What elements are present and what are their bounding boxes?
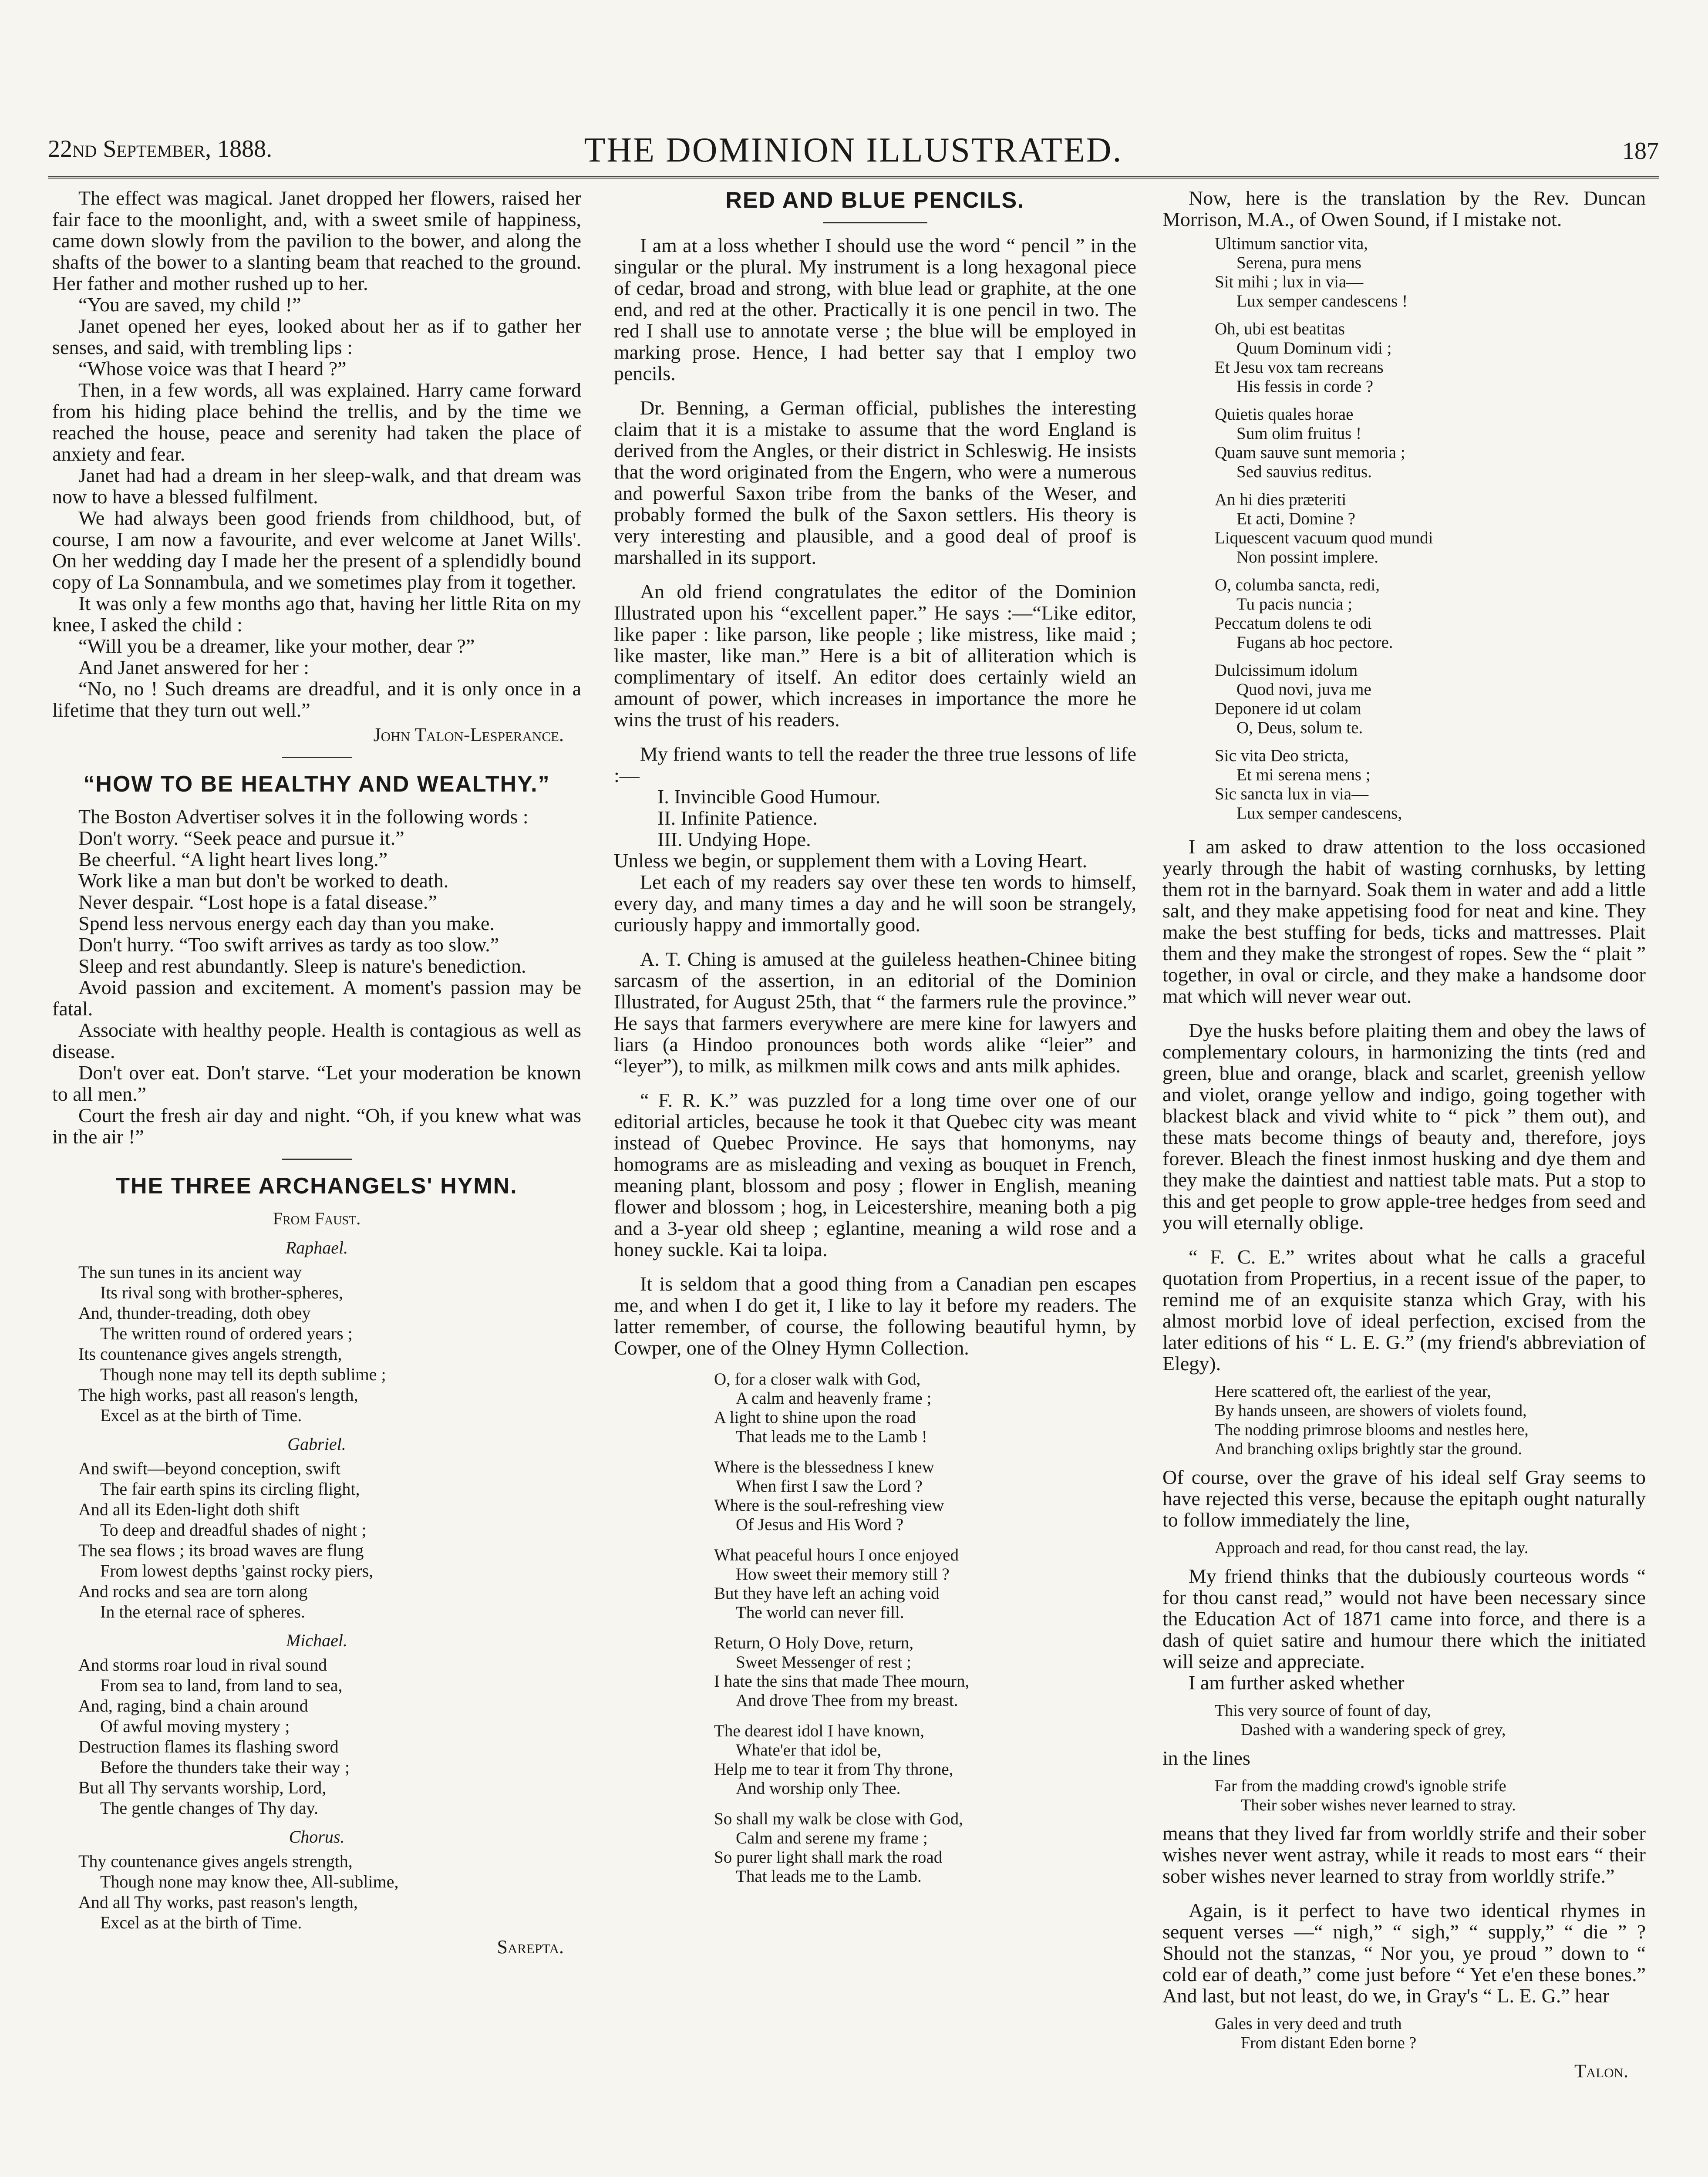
verse-line: The gentle changes of Thy day.: [100, 1798, 318, 1818]
verse-line: Serena, pura mens: [1236, 253, 1361, 272]
quote-line: The nodding primrose blooms and nestles here,: [1215, 1421, 1529, 1439]
gray-line-quote: [1215, 1538, 1646, 1557]
verse-line: Lux semper candescens !: [1236, 292, 1408, 310]
verse-line: A calm and heavenly frame ;: [736, 1389, 932, 1408]
story-continuation: [52, 187, 581, 721]
healthy-intro: The Boston Advertiser solves it in the following words :: [78, 805, 529, 828]
story-paragraph: “No, no ! Such dreams are dreadful, and it is only once in a lifetime that they turn out well.”: [52, 677, 581, 721]
verse-line: Tu pacis nuncia ;: [1236, 595, 1353, 613]
paragraph: A. T. Ching is amused at the guileless heathen-Chinee biting sarcasm of the assertion, in an editorial of the Dominion Illustrated, for August 25th, that “ the farmers rule the province.” He says that farmers everywhere are mere kine for lawyers and liars (a Hindoo pronounces both words alike “leier” and “leyer”), to milk, as milkmen milk cows and ants milk aphides.: [614, 948, 1136, 1077]
story-paragraph: Janet opened her eyes, looked about her as if to gather her senses, and said, with trembling lips :: [52, 315, 581, 358]
verse-line: And rocks and sea are torn along: [78, 1581, 308, 1601]
hymn-part-verse: [78, 1262, 581, 1425]
latin-stanza: [1215, 490, 1646, 567]
verse-line: Of awful moving mystery ;: [100, 1716, 290, 1736]
verse-line: From lowest depths 'gainst rocky piers,: [100, 1561, 374, 1581]
healthy-rule: Work like a man but don't be worked to death.: [78, 869, 449, 892]
verse-line: Ultimum sanctior vita,: [1215, 234, 1368, 253]
verse-line: And storms roar loud in rival sound: [78, 1655, 327, 1675]
verse-line: Sic vita Deo stricta,: [1215, 746, 1349, 765]
latin-stanza: [1215, 661, 1646, 738]
paragraph: It is seldom that a good thing from a Canadian pen escapes me, and when I do get it, I like to lay it before my readers. The latter remember, of course, the following beautiful hymn, by Cowper, one of the Olney Hymn Collection.: [614, 1273, 1136, 1359]
paragraph: “ F. C. E.” writes about what he calls a graceful quotation from Propertius, in a recent issue of the paper, to remind me of an exquisite stanza which Gray, with his almost morbid love of ideal perfection, excised from the later editions of his “ L. E. G.” (my friend's abbreviation of Elegy).: [1162, 1246, 1646, 1375]
hymn-stanza: [714, 1370, 1136, 1446]
verse-line: And, thunder-treading, doth obey: [78, 1303, 311, 1323]
verse-line: Thy countenance gives angels strength,: [78, 1851, 353, 1871]
story-paragraph: “Will you be a dreamer, like your mother, dear ?”: [78, 635, 475, 657]
verse-line: Sweet Messenger of rest ;: [736, 1653, 911, 1672]
verse-line: The dearest idol I have known,: [714, 1722, 925, 1740]
lesson-item: II. Infinite Patience.: [657, 807, 818, 829]
verse-line: Calm and serene my frame ;: [736, 1829, 928, 1847]
quote-line: This very source of fount of day,: [1215, 1702, 1431, 1720]
paragraph: in the lines: [1162, 1747, 1250, 1769]
story-paragraph: And Janet answered for her :: [78, 656, 310, 678]
hymn-part-verse: [78, 1851, 581, 1933]
story-paragraph: We had always been good friends from childhood, but, of course, I am now a favourite, and ever welcome at Janet Wills'. On her wedding day I made her the present of a splendidly bound copy of La Sonnambula, and we sometimes play from it together.: [52, 507, 581, 593]
healthy-rule: Court the fresh air day and night. “Oh, if you knew what was in the air !”: [52, 1104, 581, 1148]
verse-line: Of Jesus and His Word ?: [736, 1515, 904, 1534]
header-rule: [48, 176, 1659, 179]
verse-line: Non possint implere.: [1236, 548, 1379, 566]
verse-line: Quam sauve sunt memoria ;: [1215, 443, 1405, 462]
healthy-rule: Spend less nervous energy each day than you make.: [78, 912, 495, 934]
paragraph: means that they lived far from worldly strife and their sober wishes never went astray, while it reads to most ears “ their sober wishes never learned to stray from worldly strife.”: [1162, 1822, 1646, 1887]
lessons-list: [657, 786, 1136, 850]
verse-line: Et Jesu vox tam recreans: [1215, 358, 1384, 377]
archangels-hymn: [52, 1237, 581, 1933]
quote-madding-crowd: [1215, 1776, 1646, 1815]
verse-line: Fugans ab hoc pectore.: [1236, 633, 1393, 652]
verse-line: Dulcissimum idolum: [1215, 661, 1358, 680]
quote-line: From distant Eden borne ?: [1241, 2034, 1417, 2052]
paragraph: I am asked to draw attention to the loss occasioned yearly through the habit of wasting cornhusks, by letting them rot in the barnyard. Soak them in water and add a little salt, and they make appetising food for neat and kine. They make the best stuffing for beds, ticks and mattresses. Plait them and they make the strongest of ropes. Sew the “ plait ” together, in oval or circle, and they make a handsome door mat which will never wear out.: [1162, 836, 1646, 1007]
healthy-article-title: “HOW TO BE HEALTHY AND WEALTHY.”: [83, 772, 550, 797]
verse-line: An hi dies præteriti: [1215, 490, 1347, 509]
latin-stanza: [1215, 576, 1646, 652]
verse-line: And drove Thee from my breast.: [736, 1691, 958, 1710]
verse-line: The sea flows ; its broad waves are flung: [78, 1540, 364, 1560]
verse-line: Where is the blessedness I knew: [714, 1458, 934, 1476]
story-paragraph: The effect was magical. Janet dropped her flowers, raised her fair face to the moonlight, and, with a sweet smile of happiness, came down slowly from the pavilion to the bower, and along the shafts of the bower to a slanting beam that reached to the ground. Her father and mother rushed up to her.: [52, 187, 581, 294]
verse-line: How sweet their memory still ?: [736, 1565, 950, 1584]
publication-title: THE DOMINION ILLUSTRATED.: [584, 131, 1123, 169]
verse-line: Before the thunders take their way ;: [100, 1757, 350, 1777]
paragraph: “ F. R. K.” was puzzled for a long time over one of our editorial articles, because he took it that Quebec city was meant instead of Quebec Province. He says that homonyms, nay homograms are as misleading and vexing as bouquet in French, meaning plant, blossom and posy ; flower in English, meaning flower and blossom ; hog, in Leicestershire, meaning both a pig and a 3-year old sheep ; eglantine, meaning a wild rose and a honey suckle. Kai ta loipa.: [614, 1089, 1136, 1260]
paragraph: Let each of my readers say over these ten words to himself, every day, and many times a day and he will soon be strangely, curiously happy and immortally good.: [614, 871, 1136, 936]
verse-line: But all Thy servants worship, Lord,: [78, 1778, 327, 1797]
quote-line: Here scattered oft, the earliest of the year,: [1215, 1382, 1491, 1401]
verse-line: Et mi serena mens ;: [1236, 765, 1371, 784]
paragraph: Dr. Benning, a German official, publishes the interesting claim that it is a mistake to assume that the word England is derived from the Angles, or their district in Schleswig. He insists that the word originated from the Engern, who were a numerous and powerful Saxon tribe from the banks of the Weser, and probably formed the bulk of the Saxon settlers. His theory is very interesting and plausible, and a good deal of proof is marshalled in its support.: [614, 397, 1136, 568]
column-signature: Talon.: [1574, 2060, 1628, 2082]
verse-line: And all its Eden-light doth shift: [78, 1500, 300, 1519]
lesson-item: III. Undying Hope.: [657, 828, 811, 850]
verse-line: Deponere id ut colam: [1215, 699, 1361, 718]
quote-line: By hands unseen, are showers of violets found,: [1215, 1402, 1527, 1420]
latin-stanza: [1215, 320, 1646, 396]
verse-line: What peaceful hours I once enjoyed: [714, 1546, 959, 1564]
healthy-rules-list: [52, 827, 581, 1147]
hymn-part-name: Michael.: [286, 1631, 348, 1650]
verse-line: I hate the sins that made Thee mourn,: [714, 1672, 970, 1691]
paragraph: Dye the husks before plaiting them and obey the laws of complementary colours, in harmonizing the tints (red and green, blue and orange, black and scarlet, greenish yellow and violet, orange yellow and indigo, going together with blackest black and vivid white to “ pick ” them out), and these mats become things of beauty and, therefore, joys forever. Bleach the finest inmost husking and dye them and they make the daintiest and nattiest table mats. Put a stop to this and get people to grow apple-tree hedges from seed and you will eternally oblige.: [1162, 1019, 1646, 1233]
verse-line: Oh, ubi est beatitas: [1215, 320, 1345, 338]
hymn-part-name: Gabriel.: [287, 1434, 346, 1454]
title-rule: [823, 222, 927, 223]
verse-line: So shall my walk be close with God,: [714, 1810, 963, 1828]
verse-line: Help me to tear it from Thy throne,: [714, 1760, 953, 1779]
latin-stanza: [1215, 405, 1646, 482]
verse-line: Lux semper candescens,: [1236, 804, 1402, 822]
verse-line: O, columba sancta, redi,: [1215, 576, 1380, 594]
verse-line: Excel as at the birth of Time.: [100, 1913, 302, 1932]
quote-line: Far from the madding crowd's ignoble strife: [1215, 1777, 1506, 1795]
hymn-stanza: [714, 1810, 1136, 1886]
hymn-stanza: [714, 1634, 1136, 1710]
hymn-title: THE THREE ARCHANGELS' HYMN.: [116, 1173, 518, 1199]
healthy-rule: Don't over eat. Don't starve. “Let your moderation be known to all men.”: [52, 1062, 581, 1105]
verse-line: Excel as at the birth of Time.: [100, 1405, 302, 1425]
verse-line: But they have left an aching void: [714, 1584, 940, 1603]
story-paragraph: “Whose voice was that I heard ?”: [78, 357, 347, 380]
healthy-rule: Avoid passion and excitement. A moment's passion may be fatal.: [52, 976, 581, 1020]
verse-line: When first I saw the Lord ?: [736, 1477, 923, 1496]
hymn-stanza: [714, 1722, 1136, 1798]
story-paragraph: It was only a few months ago that, having her little Rita on my knee, I asked the child :: [52, 592, 581, 636]
verse-line: The written round of ordered years ;: [100, 1324, 353, 1343]
quote-line: Gales in very deed and truth: [1215, 2015, 1402, 2033]
verse-line: And, raging, bind a chain around: [78, 1696, 308, 1715]
hymn-part-verse: [78, 1458, 581, 1622]
hymn-part-verse: [78, 1655, 581, 1818]
issue-date: 22nd September, 1888.: [48, 135, 273, 162]
verse-line: Sic sancta lux in via—: [1215, 785, 1369, 803]
story-signature: John Talon-Lesperance.: [373, 724, 564, 745]
paragraph: Again, is it perfect to have two identical rhymes in sequent verses —“ nigh,” “ sigh,” “ supply,” “ die ” ? Should not the stanzas, “ Nor you, ye proud ” down to “ cold ear of death,” come just before “ Yet e'en these bones.” And last, but not least, do we, in Gray's “ L. E. G.” hear: [1162, 1899, 1646, 2007]
verse-line: The fair earth spins its circling flight,: [100, 1479, 360, 1499]
verse-line: That leads me to the Lamb !: [736, 1427, 927, 1446]
verse-line: To deep and dreadful shades of night ;: [100, 1520, 367, 1540]
verse-line: So purer light shall mark the road: [714, 1848, 943, 1867]
lesson-item: I. Invincible Good Humour.: [657, 785, 881, 808]
page-header: [48, 131, 1659, 179]
story-paragraph: Then, in a few words, all was explained. Harry came forward from his hiding place behind the trellis, and by the time we reached the house, peace and serenity had taken the place of anxiety and fear.: [52, 379, 581, 465]
verse-line: The sun tunes in its ancient way: [78, 1262, 302, 1282]
section-divider: [282, 1159, 352, 1160]
healthy-rule: Don't worry. “Seek peace and pursue it.”: [78, 827, 404, 849]
verse-line: Sit mihi ; lux in via—: [1215, 273, 1364, 291]
cowper-hymn: [614, 1370, 1136, 1886]
verse-line: Et acti, Domine ?: [1236, 509, 1355, 528]
paragraph: I am further asked whether: [1189, 1672, 1405, 1694]
verse-line: Destruction flames its flashing sword: [78, 1737, 339, 1756]
healthy-rule: Sleep and rest abundantly. Sleep is nature's benediction.: [78, 955, 526, 977]
verse-line: Return, O Holy Dove, return,: [714, 1634, 914, 1652]
healthy-rule: Never despair. “Lost hope is a fatal disease.”: [78, 891, 437, 913]
quote-line: Approach and read, for thou canst read, the lay.: [1215, 1539, 1529, 1557]
quote-gales: [1215, 2014, 1646, 2052]
verse-line: O, Deus, solum te.: [1236, 718, 1363, 737]
verse-line: His fessis in corde ?: [1236, 377, 1374, 396]
verse-line: Where is the soul-refreshing view: [714, 1496, 944, 1515]
verse-line: Quum Dominum vidi ;: [1236, 339, 1392, 357]
healthy-rule: Be cheerful. “A light heart lives long.”: [78, 848, 388, 870]
verse-line: And worship only Thee.: [736, 1779, 901, 1798]
verse-line: And all Thy works, past reason's length,: [78, 1892, 358, 1912]
latin-translation: [1162, 234, 1646, 823]
quote-line: And branching oxlips brightly star the ground.: [1215, 1440, 1523, 1458]
verse-line: And swift—beyond conception, swift: [78, 1459, 341, 1478]
verse-line: Its rival song with brother-spheres,: [100, 1283, 343, 1302]
section-divider: [282, 757, 352, 758]
verse-line: Quietis quales horae: [1215, 405, 1354, 424]
verse-line: That leads me to the Lamb.: [736, 1867, 922, 1886]
paragraph: My friend wants to tell the reader the three true lessons of life :—: [614, 743, 1136, 786]
column-right: [1162, 187, 1646, 2177]
story-paragraph: Janet had had a dream in her sleep-walk, and that dream was now to have a blessed fulfilment.: [52, 464, 581, 508]
hymn-subtitle: From Faust.: [273, 1209, 361, 1228]
verse-line: A light to shine upon the road: [714, 1408, 916, 1427]
paragraph: Of course, over the grave of his ideal self Gray seems to have rejected this verse, because the epitaph ought naturally to follow immediately the line,: [1162, 1466, 1646, 1531]
latin-stanza: [1215, 746, 1646, 823]
quote-line: Dashed with a wandering speck of grey,: [1241, 1721, 1506, 1739]
gray-stanza-quote: [1215, 1382, 1646, 1459]
hymn-stanza: [714, 1458, 1136, 1534]
paragraph: Now, here is the translation by the Rev. Duncan Morrison, M.A., of Owen Sound, if I mistake not.: [1162, 187, 1646, 230]
verse-line: Liquescent vacuum quod mundi: [1215, 529, 1433, 547]
verse-line: In the eternal race of spheres.: [100, 1602, 305, 1621]
hymn-stanza: [714, 1546, 1136, 1622]
verse-line: O, for a closer walk with God,: [714, 1370, 921, 1388]
pencils-title: RED AND BLUE PENCILS.: [725, 188, 1025, 213]
hymn-signature: Sarepta.: [497, 1936, 564, 1958]
verse-line: From sea to land, from land to sea,: [100, 1675, 343, 1695]
latin-stanza: [1215, 234, 1646, 311]
column-left: [52, 187, 581, 2177]
paragraph: An old friend congratulates the editor of the Dominion Illustrated upon his “excellent paper.” He says :—“Like editor, like paper : like parson, like people ; like mistress, like maid ; like master, like man.” Here is a bit of alliteration which is complimentary of itself. An editor does certainly wield an amount of power, which increases in importance the more he wins the trust of his readers.: [614, 580, 1136, 731]
hymn-part-name: Raphael.: [285, 1238, 348, 1257]
verse-line: Sum olim fruitus !: [1236, 424, 1362, 443]
verse-line: The high works, past all reason's length,: [78, 1385, 358, 1405]
healthy-rule: Don't hurry. “Too swift arrives as tardy as too slow.”: [78, 933, 499, 956]
healthy-rule: Associate with healthy people. Health is contagious as well as disease.: [52, 1019, 581, 1062]
hymn-part-name: Chorus.: [289, 1827, 345, 1847]
verse-line: Sed sauvius reditus.: [1236, 462, 1372, 481]
story-paragraph: “You are saved, my child !”: [78, 293, 301, 316]
verse-line: Though none may tell its depth sublime ;: [100, 1365, 386, 1384]
column-middle: [614, 187, 1136, 2177]
paragraph: Unless we begin, or supplement them with a Loving Heart.: [614, 849, 1088, 872]
verse-line: Quod novi, juva me: [1236, 680, 1371, 699]
paragraph: I am at a loss whether I should use the word “ pencil ” in the singular or the plural. My instrument is a long hexagonal piece of cedar, broad and strong, with blue lead or graphite, at the one end, and red at the other. Practically it is one pencil in two. The red I shall use to annotate verse ; the blue will be employed in marking prose. Hence, I had better say that I employ two pencils.: [614, 234, 1136, 384]
quote-line: Their sober wishes never learned to stray.: [1241, 1796, 1516, 1814]
verse-line: Whate'er that idol be,: [736, 1741, 882, 1759]
verse-line: Peccatum dolens te odi: [1215, 614, 1372, 633]
verse-line: Though none may know thee, All-sublime,: [100, 1872, 399, 1891]
verse-line: The world can never fill.: [736, 1603, 904, 1622]
page-number: 187: [1622, 138, 1659, 165]
quote-source-of-day: [1215, 1701, 1646, 1739]
verse-line: Its countenance gives angels strength,: [78, 1344, 342, 1364]
paragraph: My friend thinks that the dubiously courteous words “ for thou canst read,” would not have been necessary since the Education Act of 1871 came into force, and there is a dash of quiet satire and humour there which the initiated will seize and appreciate.: [1162, 1565, 1646, 1672]
